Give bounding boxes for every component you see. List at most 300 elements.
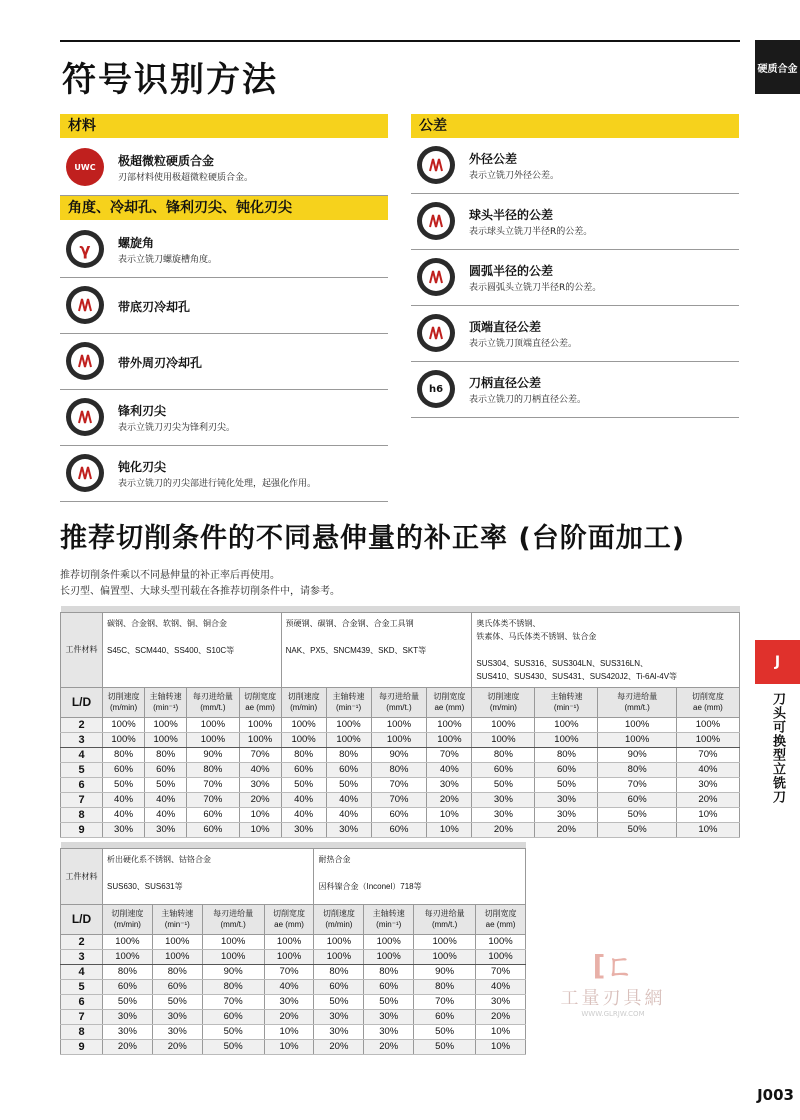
icon-glyph: h6 [422, 375, 450, 403]
od-tolerance-icon [417, 146, 455, 184]
column-header: 每刃进给量 (mm/t.) [202, 904, 264, 934]
symbol-row [60, 140, 388, 196]
rate-cell: 60% [187, 822, 239, 837]
table-row [61, 1039, 526, 1054]
material-group-cell [103, 848, 314, 904]
rate-cell: 30% [476, 994, 526, 1009]
intro-line-1: 推荐切削条件乘以不同悬伸量的补正率后再使用。 [60, 570, 280, 581]
rate-cell: 30% [264, 994, 314, 1009]
rate-cell: 10% [427, 807, 472, 822]
honed-edge-icon [66, 454, 104, 492]
rate-cell: 10% [676, 807, 739, 822]
rate-cell: 70% [427, 747, 472, 762]
rate-cell: 40% [264, 979, 314, 994]
rate-cell: 20% [364, 1039, 414, 1054]
table-row [61, 1024, 526, 1039]
rate-cell: 100% [535, 732, 598, 747]
rate-cell: 100% [239, 717, 281, 732]
rate-cell: 100% [472, 717, 535, 732]
peripheral-coolant-icon [66, 342, 104, 380]
table-row [61, 964, 526, 979]
correction-title: 推荐切削条件的不同悬伸量的补正率 (台阶面加工) [60, 523, 686, 554]
top-rule [60, 40, 740, 42]
rate-cell: 10% [264, 1024, 314, 1039]
symbol-desc: 表示立铣刀顶端直径公差。 [469, 339, 578, 349]
rate-cell: 70% [202, 994, 264, 1009]
rate-cell: 60% [371, 822, 427, 837]
rate-cell: 70% [187, 792, 239, 807]
rate-cell: 30% [472, 792, 535, 807]
table-row [61, 949, 526, 964]
rate-cell: 100% [187, 732, 239, 747]
rate-cell: 100% [476, 949, 526, 964]
table-row [61, 732, 740, 747]
column-header: 每刃进给量 (mm/t.) [598, 687, 676, 717]
rate-cell: 100% [326, 732, 371, 747]
rate-cell: 60% [152, 979, 202, 994]
rate-cell: 100% [103, 717, 145, 732]
rate-cell: 70% [414, 994, 476, 1009]
rate-cell: 50% [314, 994, 364, 1009]
rate-cell: 100% [103, 949, 153, 964]
rate-cell: 100% [427, 732, 472, 747]
rate-cell: 50% [414, 1024, 476, 1039]
symbol-name: 球头半径的公差 [469, 208, 554, 222]
symbol-desc: 表示立铣刀外径公差。 [469, 171, 560, 181]
rate-cell: 100% [281, 717, 326, 732]
icon-glyph [422, 151, 450, 179]
rate-cell: 100% [202, 949, 264, 964]
icon-glyph [422, 319, 450, 347]
icon-glyph [71, 347, 99, 375]
rate-cell: 30% [152, 1009, 202, 1024]
tip-diameter-tolerance-icon [417, 314, 455, 352]
rate-cell: 50% [598, 807, 676, 822]
rate-cell: 40% [326, 792, 371, 807]
rate-cell: 90% [414, 964, 476, 979]
rate-cell: 40% [145, 792, 187, 807]
rate-cell: 40% [427, 762, 472, 777]
rate-cell: 60% [314, 979, 364, 994]
rate-cell: 60% [472, 762, 535, 777]
rate-cell: 60% [535, 762, 598, 777]
rate-cell: 20% [427, 792, 472, 807]
rate-cell: 100% [152, 934, 202, 949]
ld-value: 6 [61, 777, 103, 792]
rate-cell: 100% [314, 934, 364, 949]
tolerance-header: 公差 [411, 114, 739, 138]
symbol-desc: 表示立铣刀的刃尖部进行钝化处理，起强化作用。 [118, 479, 317, 489]
symbol-name: 钝化刃尖 [118, 460, 167, 474]
rate-cell: 100% [676, 717, 739, 732]
symbol-row [60, 278, 388, 334]
material-name: 耐热合金 [318, 854, 351, 864]
material-name: 奥氏体类不锈钢、 铁素体、马氏体类不锈钢、钛合金 [476, 618, 597, 641]
rate-cell: 100% [427, 717, 472, 732]
rate-cell: 70% [676, 747, 739, 762]
rate-cell: 60% [598, 792, 676, 807]
ld-value: 4 [61, 747, 103, 762]
rate-cell: 100% [187, 717, 239, 732]
bottom-coolant-icon [66, 286, 104, 324]
column-header: 每刃进给量 (mm/t.) [187, 687, 239, 717]
symbol-row [411, 306, 739, 362]
symbol-name: 带外周刃冷却孔 [118, 356, 203, 370]
column-header: 主轴转速 (min⁻¹) [364, 904, 414, 934]
symbol-desc: 表示立铣刀螺旋槽角度。 [118, 255, 218, 265]
rate-cell: 40% [281, 807, 326, 822]
rate-cell: 100% [264, 949, 314, 964]
material-group-cell [281, 612, 472, 687]
column-header: 切削宽度 ae (mm) [427, 687, 472, 717]
ld-value: 3 [61, 949, 103, 964]
rate-cell: 30% [152, 1024, 202, 1039]
symbol-desc: 刃部材料使用极超微粒硬质合金。 [118, 173, 254, 183]
table-row [61, 717, 740, 732]
ld-value: 9 [61, 822, 103, 837]
work-material-label: 工件材料 [61, 848, 103, 904]
rate-cell: 100% [314, 949, 364, 964]
column-header: 每刃进给量 (mm/t.) [414, 904, 476, 934]
rate-cell: 40% [476, 979, 526, 994]
rate-cell: 50% [535, 777, 598, 792]
table-row [61, 747, 740, 762]
ld-value: 4 [61, 964, 103, 979]
rate-cell: 30% [535, 807, 598, 822]
icon-glyph [422, 263, 450, 291]
table-row [61, 822, 740, 837]
rate-cell: 100% [414, 934, 476, 949]
rate-cell: 100% [598, 717, 676, 732]
rate-cell: 40% [103, 792, 145, 807]
material-examples: NAK、PX5、SNCM439、SKD、SKT等 [285, 645, 427, 655]
symbol-row [411, 194, 739, 250]
rate-cell: 50% [202, 1024, 264, 1039]
material-examples: S45C、SCM440、SS400、S10C等 [107, 645, 235, 655]
column-header: 主轴转速 (min⁻¹) [145, 687, 187, 717]
rate-cell: 70% [371, 777, 427, 792]
rate-cell: 100% [472, 732, 535, 747]
table-row [61, 807, 740, 822]
rate-cell: 30% [472, 807, 535, 822]
rate-cell: 10% [476, 1039, 526, 1054]
symbol-desc: 表示圆弧头立铣刀半径R的公差。 [469, 283, 602, 293]
rate-cell: 20% [239, 792, 281, 807]
rate-cell: 20% [472, 822, 535, 837]
icon-glyph: γ [71, 235, 99, 263]
work-material-label: 工件材料 [61, 612, 103, 687]
rate-cell: 40% [676, 762, 739, 777]
sharp-edge-icon [66, 398, 104, 436]
rate-cell: 20% [676, 792, 739, 807]
rate-cell: 50% [152, 994, 202, 1009]
rate-cell: 20% [314, 1039, 364, 1054]
ld-value: 7 [61, 792, 103, 807]
rate-cell: 10% [476, 1024, 526, 1039]
rate-cell: 30% [314, 1009, 364, 1024]
watermark-text: 工量刃具網 [560, 988, 666, 1009]
symbol-name: 顶端直径公差 [469, 320, 542, 334]
symbol-name: 外径公差 [469, 152, 518, 166]
rate-cell: 30% [535, 792, 598, 807]
ld-value: 5 [61, 762, 103, 777]
rate-cell: 70% [264, 964, 314, 979]
symbol-name: 极超微粒硬质合金 [118, 154, 215, 168]
rate-cell: 40% [103, 807, 145, 822]
watermark-url: WWW.GLRJW.COM [581, 1010, 645, 1018]
ld-value: 2 [61, 934, 103, 949]
rate-cell: 80% [326, 747, 371, 762]
table-row [61, 994, 526, 1009]
column-header: 切削速度 (m/min) [281, 687, 326, 717]
symbol-row [60, 334, 388, 390]
material-examples: 因科镍合金（Inconel）718等 [318, 881, 422, 891]
rate-cell: 100% [145, 732, 187, 747]
rate-cell: 70% [598, 777, 676, 792]
symbol-name: 刀柄直径公差 [469, 376, 542, 390]
rate-cell: 100% [239, 732, 281, 747]
rate-cell: 50% [145, 777, 187, 792]
rate-cell: 50% [281, 777, 326, 792]
rate-cell: 10% [264, 1039, 314, 1054]
rate-cell: 30% [326, 822, 371, 837]
column-header: 切削宽度 ae (mm) [476, 904, 526, 934]
rate-cell: 70% [476, 964, 526, 979]
side-tab-letter: J [755, 640, 800, 684]
rate-cell: 80% [371, 762, 427, 777]
symbol-name: 锋利刃尖 [118, 404, 167, 418]
rate-cell: 80% [364, 964, 414, 979]
symbol-desc: 表示立铣刀的刀柄直径公差。 [469, 395, 587, 405]
rate-cell: 50% [103, 994, 153, 1009]
intro-line-2: 长刃型、偏置型、大球头型刊载在各推荐切削条件中，请参考。 [60, 586, 340, 597]
rate-cell: 30% [239, 777, 281, 792]
rate-cell: 60% [371, 807, 427, 822]
side-category-label: 刀头可换型立铣刀 [770, 692, 785, 804]
rate-cell: 50% [598, 822, 676, 837]
rate-cell: 100% [598, 732, 676, 747]
rate-cell: 30% [145, 822, 187, 837]
shank-diameter-tolerance-icon [417, 370, 455, 408]
rate-cell: 30% [427, 777, 472, 792]
material-header: 材料 [60, 114, 388, 138]
rate-cell: 80% [281, 747, 326, 762]
rate-cell: 50% [414, 1039, 476, 1054]
rate-cell: 100% [476, 934, 526, 949]
rate-cell: 100% [371, 732, 427, 747]
rate-cell: 40% [281, 792, 326, 807]
rate-cell: 30% [676, 777, 739, 792]
rate-cell: 100% [371, 717, 427, 732]
material-examples: SUS630、SUS631等 [107, 881, 183, 891]
table-row [61, 1009, 526, 1024]
symbol-row [411, 362, 739, 418]
icon-glyph [71, 459, 99, 487]
rate-cell: 80% [202, 979, 264, 994]
watermark-mark: [ㄈ [592, 949, 634, 982]
column-header: 主轴转速 (min⁻¹) [535, 687, 598, 717]
symbol-row [60, 222, 388, 278]
symbol-row [60, 446, 388, 502]
icon-glyph [71, 403, 99, 431]
rate-cell: 90% [598, 747, 676, 762]
column-header: 切削速度 (m/min) [472, 687, 535, 717]
rate-cell: 60% [364, 979, 414, 994]
rate-cell: 100% [103, 732, 145, 747]
rate-cell: 100% [202, 934, 264, 949]
material-group-cell [103, 612, 282, 687]
rate-cell: 80% [187, 762, 239, 777]
rate-cell: 70% [371, 792, 427, 807]
rate-cell: 10% [427, 822, 472, 837]
symbol-row [411, 250, 739, 306]
ld-value: 3 [61, 732, 103, 747]
side-tab-carbide: 硬质合金 [755, 40, 800, 94]
symbol-row [60, 390, 388, 446]
ld-value: 2 [61, 717, 103, 732]
rate-cell: 40% [326, 807, 371, 822]
rate-cell: 100% [145, 717, 187, 732]
angle-header: 角度、冷却孔、锋利刃尖、钝化刃尖 [60, 196, 388, 220]
material-name: 碳钢、合金钢、软钢、铜、铜合金 [107, 618, 227, 628]
rate-cell: 20% [535, 822, 598, 837]
material-name: 析出硬化系不锈钢、钴铬合金 [107, 854, 211, 864]
rate-cell: 20% [476, 1009, 526, 1024]
symbol-row [411, 138, 739, 194]
rate-cell: 80% [314, 964, 364, 979]
rate-cell: 80% [152, 964, 202, 979]
rate-cell: 80% [103, 747, 145, 762]
ld-value: 8 [61, 807, 103, 822]
rate-cell: 60% [281, 762, 326, 777]
rate-cell: 30% [103, 822, 145, 837]
rate-cell: 30% [364, 1024, 414, 1039]
ld-value: 8 [61, 1024, 103, 1039]
rate-cell: 60% [414, 1009, 476, 1024]
rate-cell: 80% [145, 747, 187, 762]
rate-cell: 50% [364, 994, 414, 1009]
page-number: J003 [757, 1086, 794, 1104]
column-header: 主轴转速 (min⁻¹) [326, 687, 371, 717]
rate-cell: 50% [472, 777, 535, 792]
column-header: 切削速度 (m/min) [103, 687, 145, 717]
table-row [61, 792, 740, 807]
page-title: 符号识别方法 [62, 60, 278, 100]
rate-cell: 30% [364, 1009, 414, 1024]
rate-cell: 90% [202, 964, 264, 979]
column-header: 切削速度 (m/min) [314, 904, 364, 934]
rate-cell: 50% [202, 1039, 264, 1054]
ball-radius-tolerance-icon [417, 202, 455, 240]
material-examples: SUS304、SUS316、SUS304LN、SUS316LN、 SUS410、SUS430、SUS431、SUS420J2、Ti-6Al-4V等 [476, 658, 678, 681]
uwc-icon [66, 148, 104, 186]
rate-cell: 100% [103, 934, 153, 949]
rate-cell: 100% [676, 732, 739, 747]
rate-cell: 80% [598, 762, 676, 777]
symbol-desc: 表示球头立铣刀半径R的公差。 [469, 227, 593, 237]
rate-cell: 100% [264, 934, 314, 949]
material-group-cell [314, 848, 526, 904]
ld-label: L/D [61, 687, 103, 717]
rate-cell: 80% [472, 747, 535, 762]
ld-value: 6 [61, 994, 103, 1009]
rate-cell: 30% [281, 822, 326, 837]
rate-cell: 30% [103, 1024, 153, 1039]
watermark [548, 944, 678, 1018]
correction-table-1 [60, 606, 740, 838]
rate-cell: 90% [187, 747, 239, 762]
material-name: 预硬钢、碳钢、合金钢、合金工具钢 [285, 618, 414, 628]
rate-cell: 70% [187, 777, 239, 792]
rate-cell: 20% [264, 1009, 314, 1024]
rate-cell: 100% [152, 949, 202, 964]
symbol-desc: 表示立铣刀刃尖为锋利刃尖。 [118, 423, 236, 433]
column-header: 切削宽度 ae (mm) [676, 687, 739, 717]
rate-cell: 60% [103, 762, 145, 777]
rate-cell: 30% [314, 1024, 364, 1039]
ld-value: 7 [61, 1009, 103, 1024]
rate-cell: 20% [103, 1039, 153, 1054]
rate-cell: 20% [152, 1039, 202, 1054]
rate-cell: 50% [103, 777, 145, 792]
rate-cell: 50% [326, 777, 371, 792]
rate-cell: 60% [145, 762, 187, 777]
ld-value: 9 [61, 1039, 103, 1054]
rate-cell: 80% [103, 964, 153, 979]
column-header: 切削宽度 ae (mm) [264, 904, 314, 934]
material-group-cell [472, 612, 740, 687]
table-row [61, 934, 526, 949]
icon-glyph: UWC [71, 153, 99, 181]
symbol-name: 圆弧半径的公差 [469, 264, 554, 278]
rate-cell: 80% [535, 747, 598, 762]
icon-glyph [422, 207, 450, 235]
rate-cell: 10% [239, 807, 281, 822]
ld-label: L/D [61, 904, 103, 934]
rate-cell: 100% [414, 949, 476, 964]
rate-cell: 30% [103, 1009, 153, 1024]
rate-cell: 10% [239, 822, 281, 837]
rate-cell: 100% [364, 949, 414, 964]
icon-glyph [71, 291, 99, 319]
column-header: 切削宽度 ae (mm) [239, 687, 281, 717]
rate-cell: 60% [202, 1009, 264, 1024]
column-header: 主轴转速 (min⁻¹) [152, 904, 202, 934]
rate-cell: 40% [145, 807, 187, 822]
rate-cell: 90% [371, 747, 427, 762]
table-row [61, 777, 740, 792]
rate-cell: 40% [239, 762, 281, 777]
column-header: 每刃进给量 (mm/t.) [371, 687, 427, 717]
symbol-name: 螺旋角 [118, 236, 155, 250]
rate-cell: 10% [676, 822, 739, 837]
rate-cell: 100% [326, 717, 371, 732]
rate-cell: 60% [103, 979, 153, 994]
column-header: 切削速度 (m/min) [103, 904, 153, 934]
corner-radius-tolerance-icon [417, 258, 455, 296]
ld-value: 5 [61, 979, 103, 994]
helix-angle-icon [66, 230, 104, 268]
rate-cell: 60% [187, 807, 239, 822]
table-row [61, 762, 740, 777]
rate-cell: 70% [239, 747, 281, 762]
correction-table-2 [60, 842, 526, 1055]
rate-cell: 80% [414, 979, 476, 994]
rate-cell: 100% [281, 732, 326, 747]
rate-cell: 100% [535, 717, 598, 732]
symbol-name: 带底刃冷却孔 [118, 300, 191, 314]
rate-cell: 60% [326, 762, 371, 777]
